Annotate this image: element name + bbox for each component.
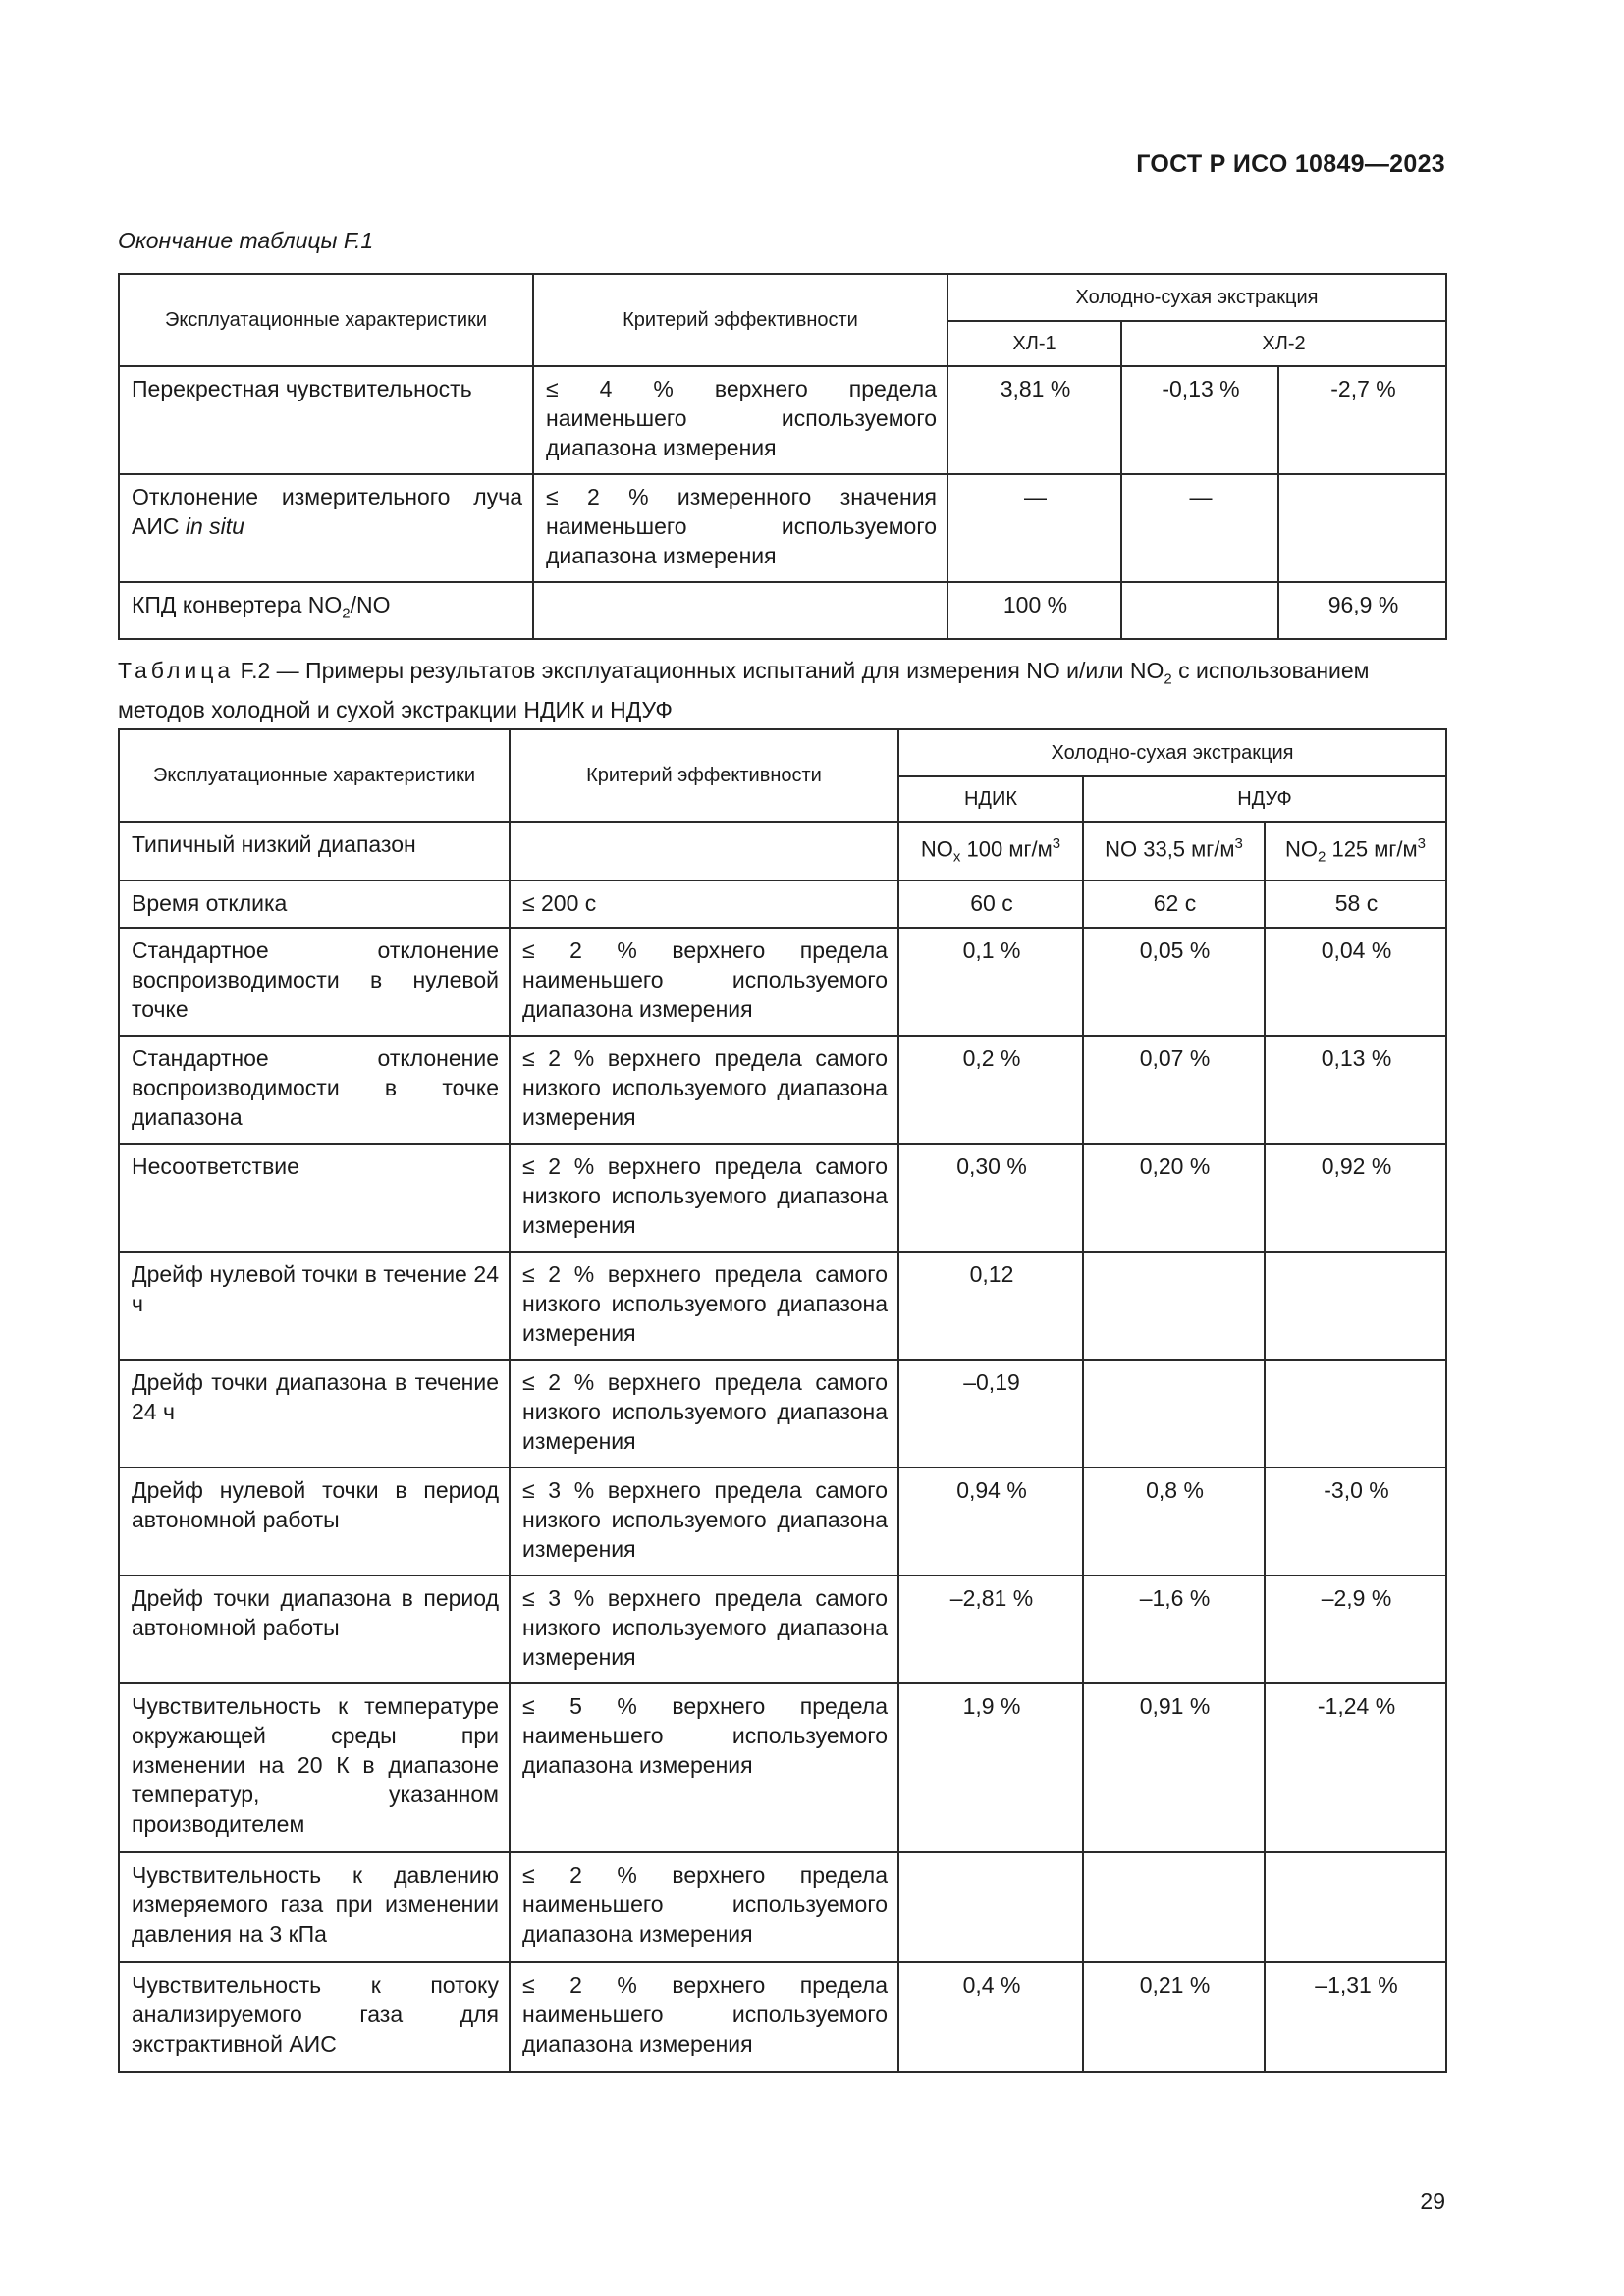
row-criterion: ≤ 3 % верхнего предела самого низкого используемого диапазона измерения (510, 1575, 898, 1683)
table-row (119, 1852, 1446, 1962)
row-value: 62 с (1083, 881, 1265, 928)
row-value: $NO_x$ 100 $мг/м^3$ (898, 822, 1083, 881)
row-name: Стандартное отклонение воспроизводимости в нулевой точке (119, 928, 510, 1036)
row-value: 0,07 % (1083, 1036, 1265, 1144)
row-name: Чувствительность к давлению измеряемого газа при изменении давления на 3 кПа (119, 1852, 510, 1962)
row-name: Дрейф точки диапазона в течение 24 ч (119, 1360, 510, 1468)
table-row (119, 1144, 1446, 1252)
row-value: -1,24 % (1265, 1683, 1446, 1852)
row-criterion: ≤ 200 с (510, 881, 898, 928)
table-f2-header-ndik: НДИК (898, 776, 1083, 822)
table-f1-header-xl2: ХЛ-2 (1121, 321, 1446, 366)
table-f1-header-xl1: ХЛ-1 (947, 321, 1121, 366)
table-f2-caption: Таблица F.2 — Примеры результатов эксплуатационных испытаний для измерения NO и/или $NO_2$ с использованием методов холодной и сухой экстракции НДИК и НДУФ (118, 658, 1370, 722)
row-name: Дрейф точки диапазона в период автономной работы (119, 1575, 510, 1683)
row-value: 0,30 % (898, 1144, 1083, 1252)
row-value: 0,94 % (898, 1468, 1083, 1575)
row-value: –0,19 (898, 1360, 1083, 1468)
row-value: –2,81 % (898, 1575, 1083, 1683)
row-value (1083, 1252, 1265, 1360)
row-criterion: ≤ 3 % верхнего предела самого низкого используемого диапазона измерения (510, 1468, 898, 1575)
row-value: -2,7 % (1278, 366, 1446, 474)
row-value: -0,13 % (1121, 366, 1278, 474)
row-name: Чувствительность к потоку анализируемого газа для экстрактивной АИС (119, 1962, 510, 2072)
row-value: 60 с (898, 881, 1083, 928)
row-value: -3,0 % (1265, 1468, 1446, 1575)
table-row (119, 474, 1446, 582)
row-value: 100 % (947, 582, 1121, 639)
row-value: 0,13 % (1265, 1036, 1446, 1144)
row-value (1083, 1852, 1265, 1962)
row-criterion: ≤ 2 % верхнего предела самого низкого используемого диапазона измерения (510, 1144, 898, 1252)
row-value (1265, 1852, 1446, 1962)
row-name: Стандартное отклонение воспроизводимости в точке диапазона (119, 1036, 510, 1144)
row-value: 1,9 % (898, 1683, 1083, 1852)
row-criterion (533, 582, 947, 639)
row-value: $NO_2$ 125 $мг/м^3$ (1265, 822, 1446, 881)
table-row (119, 822, 1446, 881)
row-value: 0,05 % (1083, 928, 1265, 1036)
row-value: –1,6 % (1083, 1575, 1265, 1683)
row-name: Время отклика (119, 881, 510, 928)
row-criterion: ≤ 4 % верхнего предела наименьшего используемого диапазона измерения (533, 366, 947, 474)
table-f2-header-nduf: НДУФ (1083, 776, 1446, 822)
row-value (1265, 1252, 1446, 1360)
table-row (119, 1036, 1446, 1144)
row-value: 0,91 % (1083, 1683, 1265, 1852)
row-criterion: ≤ 2 % верхнего предела наименьшего используемого диапазона измерения (510, 1962, 898, 2072)
row-criterion: ≤ 2 % верхнего предела самого низкого используемого диапазона измерения (510, 1360, 898, 1468)
row-name: Несоответствие (119, 1144, 510, 1252)
row-value (1278, 474, 1446, 582)
row-criterion: ≤ 5 % верхнего предела наименьшего используемого диапазона измерения (510, 1683, 898, 1852)
row-value (1121, 582, 1278, 639)
table-f2-header-group: Холодно-сухая экстракция (898, 729, 1446, 776)
row-value: NO 33,5 $мг/м^3$ (1083, 822, 1265, 881)
row-criterion: ≤ 2 % верхнего предела наименьшего используемого диапазона измерения (510, 1852, 898, 1962)
row-value: 0,20 % (1083, 1144, 1265, 1252)
row-value: 0,1 % (898, 928, 1083, 1036)
table-f1-caption: Окончание таблицы F.1 (118, 228, 374, 253)
row-value: 0,8 % (1083, 1468, 1265, 1575)
row-value: –1,31 % (1265, 1962, 1446, 2072)
row-criterion: ≤ 2 % верхнего предела самого низкого используемого диапазона измерения (510, 1036, 898, 1144)
row-value: 0,04 % (1265, 928, 1446, 1036)
row-name: Дрейф нулевой точки в течение 24 ч (119, 1252, 510, 1360)
row-name: Отклонение измерительного луча АИС in situ (119, 474, 533, 582)
row-criterion (510, 822, 898, 881)
table-f1-header-characteristics: Эксплуатационные характеристики (119, 274, 533, 366)
table-f2-header-criterion: Критерий эффективности (510, 729, 898, 822)
table-f2-header-characteristics: Эксплуатационные характеристики (119, 729, 510, 822)
row-name: Типичный низкий диапазон (119, 822, 510, 881)
table-row (119, 1360, 1446, 1468)
table-row (119, 1575, 1446, 1683)
row-value: 0,2 % (898, 1036, 1083, 1144)
row-value: –2,9 % (1265, 1575, 1446, 1683)
row-value (898, 1852, 1083, 1962)
table-f2 (118, 728, 1447, 2073)
table-f1-header-criterion: Критерий эффективности (533, 274, 947, 366)
table-row (119, 366, 1446, 474)
document-header: ГОСТ Р ИСО 10849—2023 (1136, 150, 1445, 178)
row-name: Перекрестная чувствительность (119, 366, 533, 474)
row-criterion: ≤ 2 % верхнего предела самого низкого используемого диапазона измерения (510, 1252, 898, 1360)
row-criterion: ≤ 2 % верхнего предела наименьшего используемого диапазона измерения (510, 928, 898, 1036)
row-value: 96,9 % (1278, 582, 1446, 639)
row-value: 0,92 % (1265, 1144, 1446, 1252)
table-row (119, 1252, 1446, 1360)
row-name: Чувствительность к температуре окружающей среды при изменении на 20 К в диапазоне температур, указанном производителем (119, 1683, 510, 1852)
row-name: КПД конвертера $NO_2/NO$ (119, 582, 533, 639)
row-criterion: ≤ 2 % измеренного значения наименьшего используемого диапазона измерения (533, 474, 947, 582)
table-row (119, 1683, 1446, 1852)
row-value: — (947, 474, 1121, 582)
table-f1 (118, 273, 1447, 640)
row-value: 3,81 % (947, 366, 1121, 474)
table-row (119, 1468, 1446, 1575)
table-row (119, 928, 1446, 1036)
row-value: 0,12 (898, 1252, 1083, 1360)
row-value: 0,4 % (898, 1962, 1083, 2072)
row-value: 0,21 % (1083, 1962, 1265, 2072)
page-number: 29 (1420, 2188, 1445, 2214)
row-value: 58 с (1265, 881, 1446, 928)
table-row (119, 1962, 1446, 2072)
row-name: Дрейф нулевой точки в период автономной работы (119, 1468, 510, 1575)
row-value (1083, 1360, 1265, 1468)
row-value (1265, 1360, 1446, 1468)
table-f1-header-group: Холодно-сухая экстракция (947, 274, 1446, 321)
table-row (119, 881, 1446, 928)
table-row (119, 582, 1446, 639)
row-value: — (1121, 474, 1278, 582)
